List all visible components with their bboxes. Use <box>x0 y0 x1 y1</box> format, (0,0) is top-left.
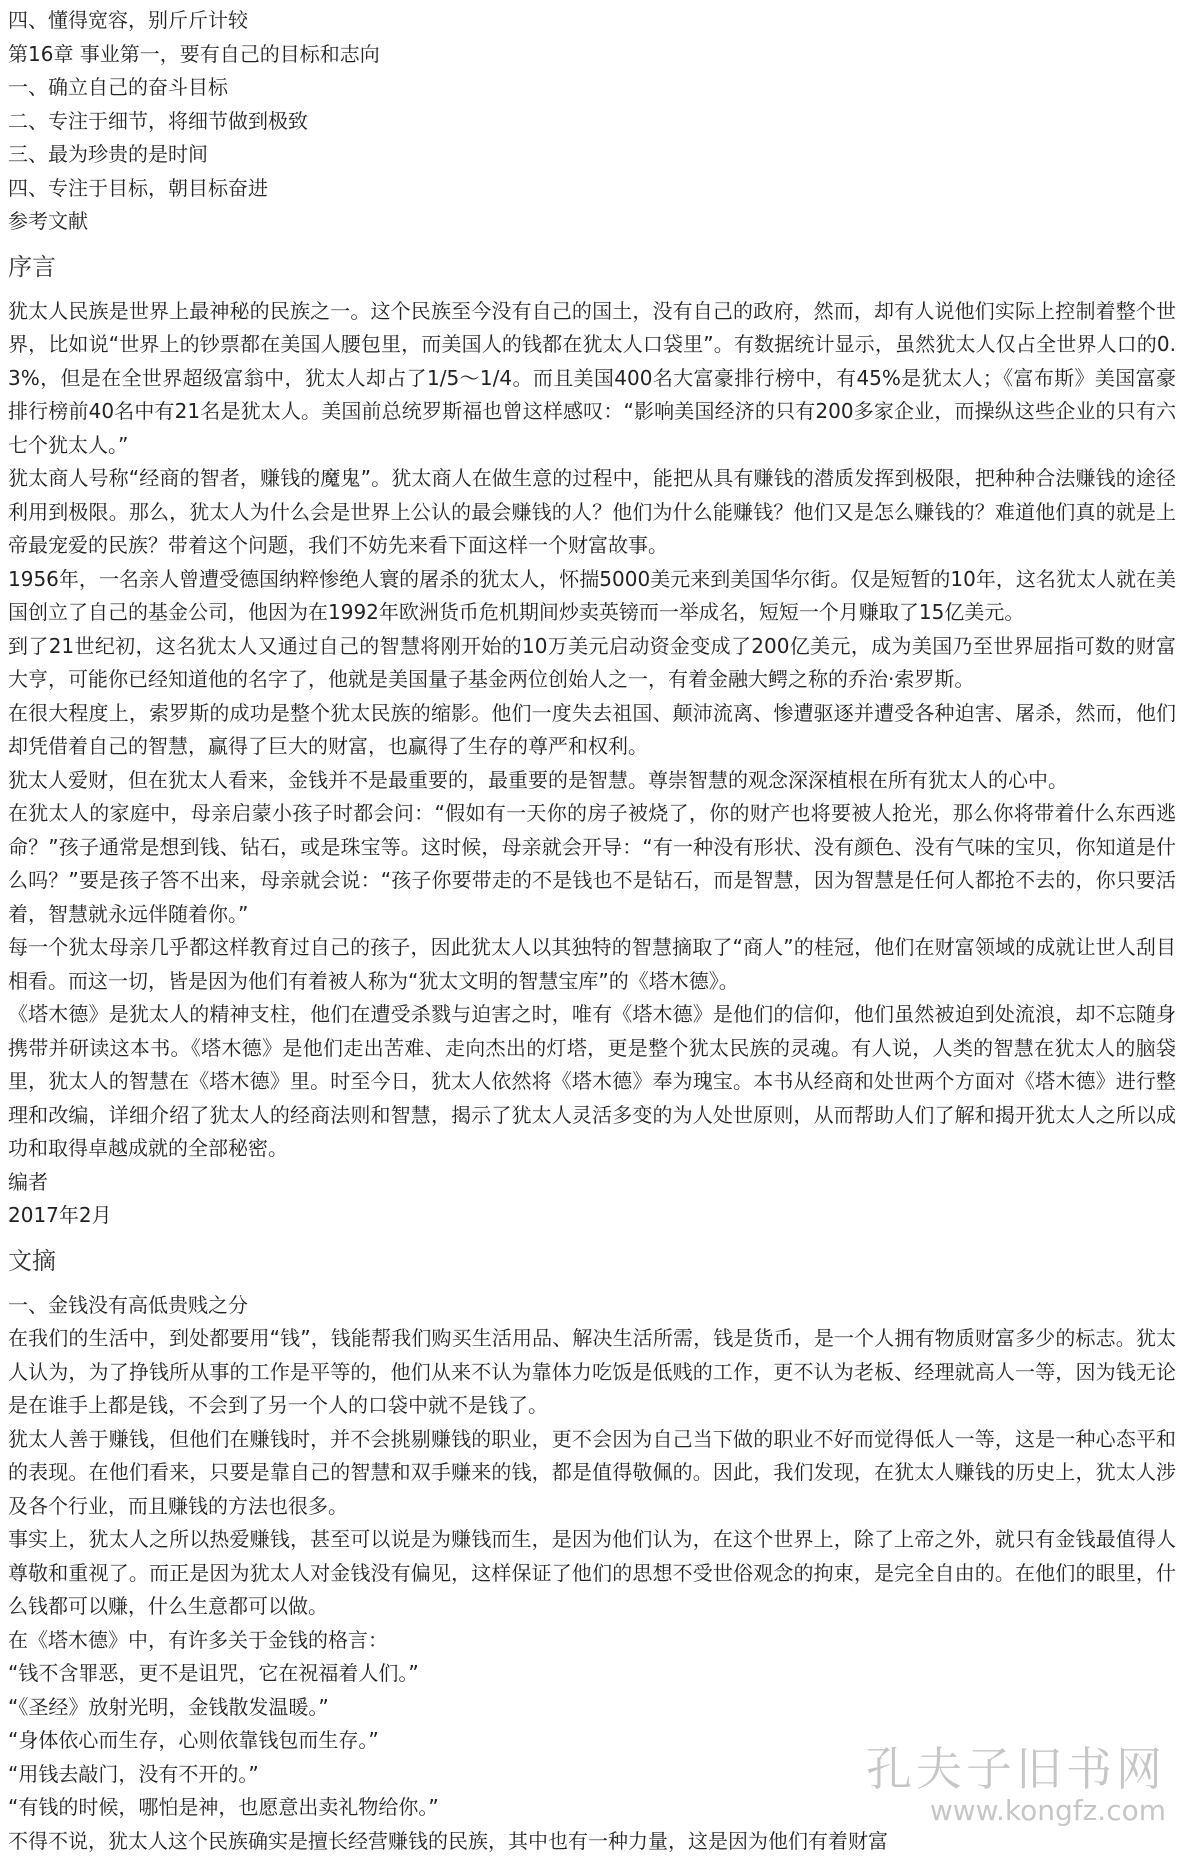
preface-paragraph: 犹太商人号称“经商的智者，赚钱的魔鬼”。犹太商人在做生意的过程中，能把从具有赚钱的潜质发挥到极限，把种种合法赚钱的途径利用到极限。那么，犹太人为什么会是世界上公认的最会赚钱的人？他们为什么能赚钱？他们又是怎么赚钱的？难道他们真的就是上帝最宠爱的民族？带着这个问题，我们不妨先来看下面这样一个财富故事。 <box>8 466 1176 557</box>
preface-paragraph: 在犹太人的家庭中，母亲启蒙小孩子时都会问：“假如有一天你的房子被烧了，你的财产也将要被人抢光，那么你将带着什么东西逃命？”孩子通常是想到钱、钻石，或是珠宝等。这时候，母亲就会开导：“有一种没有形状、没有颜色、没有气味的宝贝，你知道是什么吗？”要是孩子答不出来，母亲就会说：“孩子你要带走的不是钱也不是钻石，而是智慧，因为智慧是任何人都抢不去的，你只要活着，智慧就永远伴随着你。” <box>8 801 1176 926</box>
watermark-url: www.kongfz.com <box>929 1794 1166 1827</box>
excerpt-paragraph: 在《塔木德》中，有许多关于金钱的格言： <box>8 1627 388 1652</box>
excerpt-paragraph: 在我们的生活中，到处都要用“钱”，钱能帮我们购买生活用品、解决生活所需，钱是货币，是一个人拥有物质财富多少的标志。犹太人认为，为了挣钱所从事的工作是平等的，他们从来不认为靠体力吃饭是低贱的工作，更不认为老板、经理就高人一等，因为钱无论是在谁手上都是钱，不会到了另一个人的口袋中就不是钱了。 <box>8 1326 1176 1417</box>
preface-author: 编者 <box>8 1169 48 1194</box>
preface-paragraph: 在很大程度上，索罗斯的成功是整个犹太民族的缩影。他们一度失去祖国、颠沛流离、惨遭驱逐并遭受各种迫害、屠杀，然而，他们却凭借着自己的智慧，赢得了巨大的财富，也赢得了生存的尊严和权利。 <box>8 700 1176 758</box>
preface-paragraph: 《塔木德》是犹太人的精神支柱，他们在遭受杀戮与迫害之时，唯有《塔木德》是他们的信仰，他们虽然被迫到处流浪，却不忘随身携带并研读这本书。《塔木德》是他们走出苦难、走向杰出的灯塔，更是整个犹太民族的灵魂。有人说，人类的智慧在犹太人的脑袋里，犹太人的智慧在《塔木德》里。时至今日，犹太人依然将《塔木德》奉为瑰宝。本书从经商和处世两个方面对《塔木德》进行整理和改编，详细介绍了犹太人的经商法则和智慧，揭示了犹太人灵活多变的为人处世原则，从而帮助人们了解和揭开犹太人之所以成功和取得卓越成就的全部秘密。 <box>8 1002 1176 1160</box>
preface-paragraph: 犹太人民族是世界上最神秘的民族之一。这个民族至今没有自己的国土，没有自己的政府，然而，却有人说他们实际上控制着整个世界，比如说“世界上的钞票都在美国人腰包里，而美国人的钱都在犹太人口袋里”。有数据统计显示，虽然犹太人仅占全世界人口的0.3%，但是在全世界超级富翁中，犹太人却占了1/5～1/4。而且美国400名大富豪排行榜中，有45%是犹太人；《富布斯》美国富豪排行榜前40名中有21名是犹太人。美国前总统罗斯福也曾这样感叹：“影响美国经济的只有200多家企业，而操纵这些企业的只有六七个犹太人。” <box>8 298 1176 457</box>
preface-paragraph: 1956年，一名亲人曾遭受德国纳粹惨绝人寰的屠杀的犹太人，怀揣5000美元来到美国华尔街。仅是短暂的10年，这名犹太人就在美国创立了自己的基金公司，他因为在1992年欧洲货币危机期间炒卖英镑而一举成名，短短一个月赚取了15亿美元。 <box>8 566 1176 624</box>
talmud-quote: “有钱的时候，哪怕是神，也愿意出卖礼物给你。” <box>8 1795 439 1819</box>
preface-body <box>8 295 1176 1233</box>
preface-heading: 序言 <box>8 252 56 281</box>
toc-references: 参考文献 <box>8 209 88 233</box>
excerpt-heading: 文摘 <box>8 1246 56 1275</box>
toc-line: 一、确立自己的奋斗目标 <box>8 75 228 99</box>
watermark-logo-text: 孔夫子旧书网 <box>866 1742 1166 1796</box>
talmud-quote: “身体依心而生存，心则依靠钱包而生存。” <box>8 1728 379 1752</box>
preface-paragraph: 犹太人爱财，但在犹太人看来，金钱并不是最重要的，最重要的是智慧。尊崇智慧的观念深深植根在所有犹太人的心中。 <box>8 767 1068 792</box>
toc-line: 四、懂得宽容，别斤斤计较 <box>8 8 248 32</box>
excerpt-subheading: 一、金钱没有高低贵贱之分 <box>8 1292 248 1317</box>
talmud-quote: “钱不含罪恶，更不是诅咒，它在祝福着人们。” <box>8 1661 419 1685</box>
toc-list <box>8 4 1176 239</box>
text-column <box>8 4 1176 1857</box>
cutoff-line: 不得不说，犹太人这个民族确实是擅长经营赚钱的民族，其中也有一种力量，这是因为他们有着财富 <box>8 1828 888 1853</box>
preface-paragraph: 到了21世纪初，这名犹太人又通过自己的智慧将刚开始的10万美元启动资金变成了200亿美元，成为美国乃至世界屈指可数的财富大亨，可能你已经知道他的名字了，他就是美国量子基金两位创始人之一，有着金融大鳄之称的乔治·索罗斯。 <box>8 633 1176 691</box>
toc-line: 二、专注于细节，将细节做到极致 <box>8 108 308 133</box>
excerpt-paragraph: 事实上，犹太人之所以热爱赚钱，甚至可以说是为赚钱而生，是因为他们认为，在这个世界上，除了上帝之外，就只有金钱最值得人尊敬和重视了。而正是因为犹太人对金钱没有偏见，这样保证了他们的思想不受世俗观念的拘束，是完全自由的。在他们的眼里，什么钱都可以赚，什么生意都可以做。 <box>8 1527 1176 1618</box>
preface-paragraph: 每一个犹太母亲几乎都这样教育过自己的孩子，因此犹太人以其独特的智慧摘取了“商人”的桂冠，他们在财富领域的成就让世人刮目相看。而这一切，皆是因为他们有着被人称为“犹太文明的智慧宝库”的《塔木德》。 <box>8 935 1176 993</box>
talmud-quote: “《圣经》放射光明，金钱散发温暖。” <box>8 1694 329 1719</box>
preface-date: 2017年2月 <box>8 1203 112 1227</box>
toc-line: 四、专注于目标，朝目标奋进 <box>8 175 268 200</box>
talmud-quote: “用钱去敲门，没有不开的。” <box>8 1761 259 1786</box>
toc-chapter-title: 第16章 事业第一，要有自己的目标和志向 <box>8 41 380 66</box>
watermark <box>866 1743 1166 1827</box>
toc-line: 三、最为珍贵的是时间 <box>8 142 208 166</box>
excerpt-paragraph: 犹太人善于赚钱，但他们在赚钱时，并不会挑剔赚钱的职业，更不会因为自己当下做的职业不好而觉得低人一等，这是一种心态平和的表现。在他们看来，只要是靠自己的智慧和双手赚来的钱，都是值得敬佩的。因此，我们发现，在犹太人赚钱的历史上，犹太人涉及各个行业，而且赚钱的方法也很多。 <box>8 1426 1176 1518</box>
